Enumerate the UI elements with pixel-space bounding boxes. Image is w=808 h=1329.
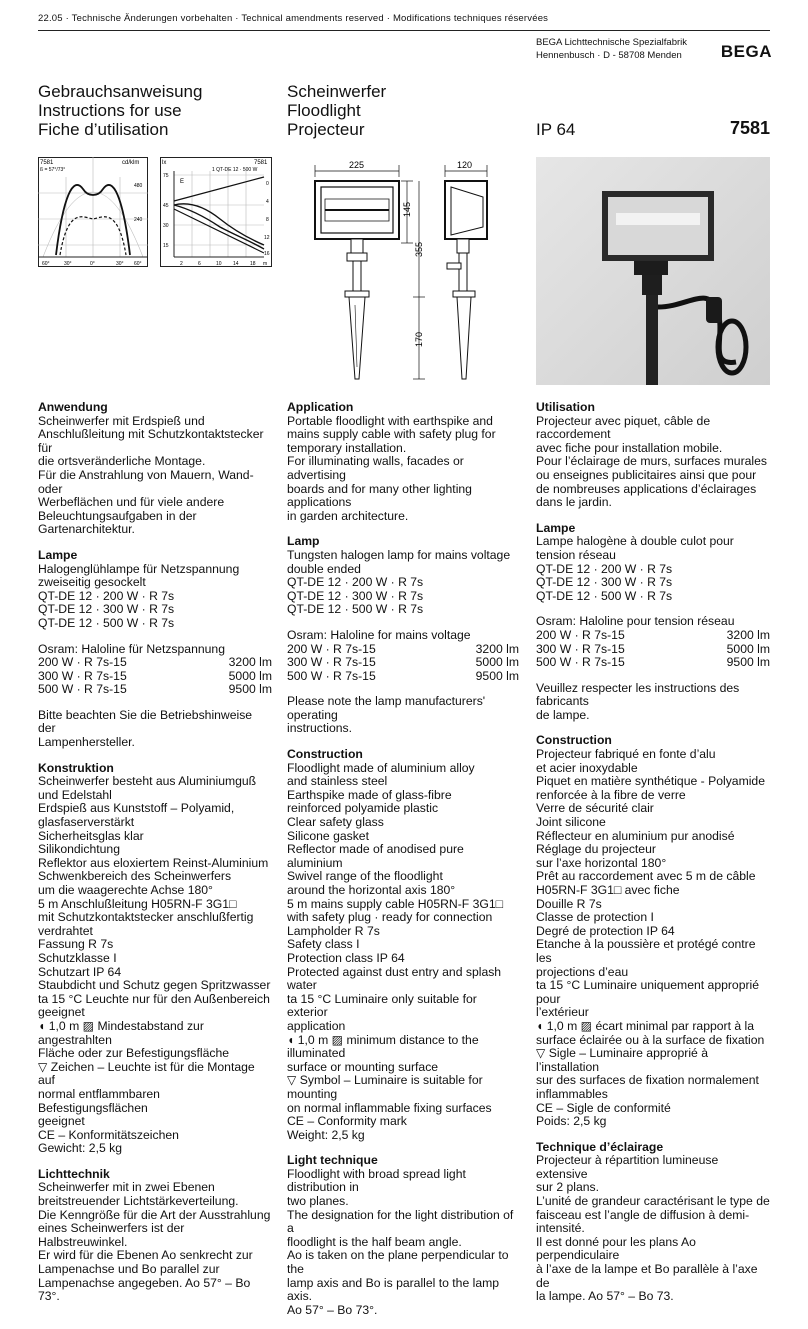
column-english [287, 401, 519, 1329]
text-section [38, 401, 272, 537]
section-heading: Anwendung [38, 400, 108, 414]
dim-spike: 170 [414, 331, 424, 347]
text-line: on normal inflammable fixing surfaces [287, 1100, 492, 1115]
text-section [38, 709, 272, 750]
text-line: Weight: 2,5 kg [287, 1127, 365, 1142]
text-line: Anschlußleitung mit Schutzkontaktstecker für [38, 427, 264, 455]
lamp-row [287, 656, 519, 670]
text-line: CE – Conformity mark [287, 1114, 407, 1129]
text-line: Joint silicone [536, 815, 606, 830]
lux-model: 7581 [254, 160, 268, 166]
model-number: 7581 [729, 118, 770, 138]
lux-tick-r: 12 [264, 235, 270, 241]
section-heading: Lichttechnik [38, 1166, 110, 1181]
text-line: de lampe. [536, 707, 590, 722]
text-line: Fassung R 7s [38, 937, 114, 952]
text-section [536, 615, 770, 669]
lamp-row [287, 643, 519, 657]
text-line: sur l’axe horizontal 180° [536, 855, 667, 870]
lamp-type: 300 W · R 7s-15 [38, 668, 127, 683]
text-line: ◖ 1,0 m ▨ écart minimal par rapport à la [536, 1018, 755, 1033]
lamp-row [38, 683, 272, 697]
text-line: boards and for many other lighting applications [287, 481, 472, 510]
text-line: Tungsten halogen lamp for mains voltage [287, 547, 511, 562]
text-line: Verre de sécurité clair [536, 801, 654, 816]
text-line: Réflecteur en aluminium pur anodisé [536, 828, 735, 843]
polar-tick-y: 240 [134, 217, 143, 223]
lamp-type: 200 W · R 7s-15 [287, 641, 376, 656]
column-french [536, 401, 770, 1316]
text-line: glasfaserverstärkt [38, 815, 135, 830]
product-title [287, 82, 386, 139]
text-line: Reflector made of anodised pure aluminium [287, 842, 464, 870]
text-line: H05RN-F 3G1□ avec fiche [536, 883, 680, 897]
polar-tick-x: 60° [42, 261, 50, 267]
text-line: intensité. [536, 1221, 585, 1236]
section-heading: Construction [536, 733, 612, 748]
ip-rating: IP 64 [536, 120, 576, 139]
text-line: Schutzart IP 64 [38, 964, 122, 979]
text-line: Il est donné pour les plans Ao perpendiculaire [536, 1234, 696, 1263]
polar-model: 7581 [40, 160, 54, 166]
text-line: Osram: Haloline pour tension réseau [536, 614, 735, 629]
text-line: QT-DE 12 · 300 W · R 7s [287, 588, 424, 603]
text-line: instructions. [287, 721, 353, 736]
text-section [38, 1168, 272, 1304]
text-line: QT-DE 12 · 500 W · R 7s [38, 615, 175, 630]
text-section [287, 695, 519, 736]
text-line: Halogenglühlampe für Netzspannung [38, 561, 240, 576]
lamp-lumen: 3200 lm [475, 641, 519, 656]
text-line: Clear safety glass [287, 815, 384, 830]
header-rule [38, 30, 770, 31]
polar-unit: cd/klm [122, 160, 140, 166]
text-line: For illuminating walls, facades or advertising [287, 454, 464, 482]
text-line: Floodlight with broad spread light distribution in [287, 1166, 466, 1195]
text-line: um die waagerechte Achse 180° [38, 883, 213, 897]
text-line: Sicherheitsglas klar [38, 828, 144, 843]
text-line: Die Kenngröße für die Art der Ausstrahlung [38, 1207, 271, 1222]
text-line: Projecteur avec piquet, câble de raccordement [536, 413, 711, 442]
company-name: BEGA Lichttechnische Spezialfabrik [536, 37, 688, 48]
text-line: application [287, 1018, 346, 1033]
text-line: QT-DE 12 · 200 W · R 7s [536, 561, 673, 576]
text-line: Lampenhersteller. [38, 735, 135, 750]
text-line: lamp axis and Bo is parallel to the lamp axis. [287, 1275, 500, 1304]
text-line: Ao is taken on the plane perpendicular to the [287, 1248, 509, 1277]
text-line: geeignet [38, 1005, 85, 1020]
text-line: floodlight is the half beam angle. [287, 1234, 462, 1249]
section-heading: Application [287, 400, 354, 414]
text-line: zweiseitig gesockelt [38, 575, 146, 590]
text-line: Please note the lamp manufacturers' operating [287, 694, 486, 722]
text-line: de nombreuses applications d’éclairages [536, 481, 757, 496]
text-line: Réglage du projecteur [536, 842, 656, 857]
lux-tick-r: 16 [264, 251, 270, 257]
section-heading: Lamp [287, 534, 320, 549]
text-line: Classe de protection I [536, 910, 654, 925]
text-line: Scheinwerfer mit Erdspieß und [38, 413, 205, 428]
text-section [536, 1141, 770, 1304]
polar-tick-x: 30° [64, 261, 72, 267]
text-line: Fläche oder zur Befestigungsfläche [38, 1046, 230, 1061]
text-line: Projecteur fabriqué en fonte d’alu [536, 747, 716, 762]
text-line: QT-DE 12 · 200 W · R 7s [38, 588, 175, 603]
text-line: breitstreuender Lichtstärkeverteilung. [38, 1194, 239, 1209]
section-heading: Lampe [38, 547, 78, 562]
text-line: inflammables [536, 1086, 608, 1101]
lamp-type: 200 W · R 7s-15 [536, 627, 625, 642]
text-line: mit Schutzkontaktstecker anschlußfertig [38, 910, 254, 925]
text-line: Für die Anstrahlung von Mauern, Wand- oder [38, 467, 254, 496]
illuminance-diagram [160, 157, 272, 267]
lamp-type: 500 W · R 7s-15 [536, 655, 625, 670]
text-line: The designation for the light distribution of a [287, 1207, 514, 1236]
text-line: und Edelstahl [38, 787, 112, 802]
text-line: ta 15 °C Luminaire only suitable for exterior [287, 991, 477, 1020]
text-line: ▽ Sigle – Luminaire approprié à l’installation [536, 1046, 708, 1074]
text-line: surface or mounting surface [287, 1059, 439, 1074]
text-line: Scheinwerfer besteht aus Aluminiumguß [38, 774, 257, 789]
text-line: Poids: 2,5 kg [536, 1114, 607, 1129]
text-line: Degré de protection IP 64 [536, 923, 675, 938]
text-line: la lampe. Ao 57° – Bo 73. [536, 1289, 674, 1304]
lux-tick-y: 75 [163, 173, 169, 179]
lux-tick-y: 45 [163, 203, 169, 209]
text-line: QT-DE 12 · 500 W · R 7s [287, 602, 424, 617]
text-line: ◖ 1,0 m ▨ minimum distance to the illuminated [287, 1032, 479, 1061]
text-line: ta 15 °C Leuchte nur für den Außenbereich [38, 991, 270, 1006]
text-line: QT-DE 12 · 500 W · R 7s [536, 588, 673, 603]
lamp-row [536, 643, 770, 657]
text-line: Lampholder R 7s [287, 923, 380, 938]
text-line: with safety plug · ready for connection [287, 910, 493, 925]
lamp-lumen: 5000 lm [475, 655, 519, 670]
title-de: Gebrauchsanweisung [38, 82, 203, 101]
text-line: Lampenachse und Bo parallel zur [38, 1262, 220, 1277]
lux-tick-x: 6 [198, 261, 201, 267]
lamp-row [287, 670, 519, 684]
text-line: Er wird für die Ebenen Ao senkrecht zur [38, 1248, 253, 1263]
text-line: Lampenachse angegeben. Ao 57° – Bo 73°. [38, 1275, 251, 1304]
text-line: Gewicht: 2,5 kg [38, 1141, 122, 1156]
text-line: and stainless steel [287, 774, 388, 789]
dim-head: 145 [402, 201, 412, 217]
text-line: Silicone gasket [287, 828, 369, 843]
lux-e-label: E [180, 179, 185, 185]
text-section [287, 1154, 519, 1317]
text-section [287, 401, 519, 523]
text-line: l’extérieur [536, 1005, 589, 1020]
text-line: Earthspike made of glass-fibre [287, 787, 452, 802]
text-line: CE – Sigle de conformité [536, 1100, 671, 1115]
text-section [536, 401, 770, 510]
dim-depth: 120 [457, 160, 473, 170]
lamp-row [536, 656, 770, 670]
text-line: et acier inoxydable [536, 760, 638, 775]
brand-logo: BEGA [720, 42, 772, 61]
text-line: Ao 57° – Bo 73°. [287, 1302, 378, 1317]
product-photo [536, 157, 770, 385]
lamp-lumen: 9500 lm [726, 655, 770, 670]
text-line: Etanche à la poussière et protégé contre les [536, 937, 756, 965]
lux-tick-r: 4 [266, 199, 269, 205]
text-line: Piquet en matière synthétique - Polyamide [536, 774, 765, 789]
lamp-row [38, 670, 272, 684]
text-line: Beleuchtungsaufgaben in der [38, 508, 197, 523]
column-german [38, 401, 272, 1316]
text-line: eines Scheinwerfers ist der Halbstreuwinkel. [38, 1221, 185, 1249]
text-line: mains supply cable with safety plug for [287, 427, 496, 442]
section-heading: Lampe [536, 520, 576, 535]
text-line: reinforced polyamide plastic [287, 801, 439, 816]
text-line: sur 2 plans. [536, 1180, 600, 1195]
text-line: L’unité de grandeur caractérisant le type de [536, 1194, 770, 1209]
lux-unit: lx [162, 160, 167, 166]
text-section [38, 643, 272, 697]
text-line: Douille R 7s [536, 896, 602, 911]
product-en: Floodlight [287, 101, 361, 120]
text-line: QT-DE 12 · 300 W · R 7s [38, 602, 175, 617]
text-line: tension réseau [536, 547, 616, 562]
text-line: faisceau est l’angle de diffusion à demi- [536, 1207, 750, 1222]
text-line: ▽ Symbol – Luminaire is suitable for mounting [287, 1073, 483, 1101]
text-line: QT-DE 12 · 300 W · R 7s [536, 575, 673, 590]
text-line: Schutzklasse I [38, 950, 117, 965]
text-line: ou enseignes publicitaires ainsi que pour [536, 467, 757, 482]
text-line: Projecteur à répartition lumineuse extensive [536, 1153, 719, 1181]
text-line: Floodlight made of aluminium alloy [287, 760, 475, 775]
text-section [38, 549, 272, 631]
text-line: verdrahtet [38, 923, 93, 938]
text-line: Osram: Haloline for mains voltage [287, 627, 471, 642]
revision-note: 22.05 · Technische Änderungen vorbehalten · Technical amendments reserved · Modifications techniques réservées [38, 13, 549, 24]
text-line: Veuillez respecter les instructions des fabricants [536, 680, 740, 709]
polar-tick-y: 480 [134, 183, 143, 189]
text-line: temporary installation. [287, 440, 407, 455]
text-line: Swivel range of the floodlight [287, 869, 443, 884]
section-heading: Construction [287, 747, 363, 762]
polar-tick-x: 60° [134, 261, 142, 267]
text-line: Erdspieß aus Kunststoff – Polyamid, [38, 801, 235, 816]
title-en: Instructions for use [38, 101, 182, 120]
text-line: Werbeflächen und für viele andere [38, 495, 225, 510]
text-line: projections d’eau [536, 964, 629, 979]
text-line: ◖ 1,0 m ▨ Mindestabstand zur angestrahlten [38, 1018, 204, 1047]
text-line: Portable floodlight with earthspike and [287, 413, 493, 428]
text-line: renforcée à la fibre de verre [536, 787, 686, 802]
technical-drawing [287, 157, 517, 385]
polar-tick-x: 30° [116, 261, 124, 267]
lux-tick-x: m [263, 261, 268, 267]
text-line: Gartenarchitektur. [38, 522, 135, 537]
product-fr: Projecteur [287, 120, 365, 139]
text-line: in garden architecture. [287, 508, 409, 523]
text-line: CE – Konformitätszeichen [38, 1127, 179, 1142]
lux-tick-r: 8 [266, 217, 269, 223]
section-heading: Utilisation [536, 400, 595, 414]
text-section [287, 535, 519, 617]
text-line: Staubdicht und Schutz gegen Spritzwasser [38, 978, 271, 993]
lamp-type: 300 W · R 7s-15 [287, 655, 376, 670]
text-line: ▽ Zeichen – Leuchte ist für die Montage auf [38, 1059, 255, 1088]
text-line: die ortsveränderliche Montage. [38, 454, 206, 469]
lamp-type: 200 W · R 7s-15 [38, 655, 127, 670]
text-section [287, 748, 519, 1142]
text-line: 5 m Anschlußleitung H05RN-F 3G1□ [38, 896, 237, 911]
title-fr: Fiche d’utilisation [38, 120, 169, 139]
section-heading: Technique d’éclairage [536, 1139, 664, 1154]
lux-lamp: 1 QT-DE 12 · 500 W [212, 167, 258, 173]
dim-width: 225 [349, 160, 365, 170]
text-line: Scheinwerfer mit in zwei Ebenen [38, 1180, 215, 1195]
lamp-lumen: 9500 lm [475, 668, 519, 683]
lux-tick-x: 10 [216, 261, 222, 267]
lamp-type: 300 W · R 7s-15 [536, 641, 625, 656]
lux-tick-x: 18 [250, 261, 256, 267]
section-heading: Konstruktion [38, 760, 114, 775]
text-line: Pour l’éclairage de murs, surfaces murales [536, 454, 767, 469]
text-line: avec fiche pour installation mobile. [536, 440, 723, 455]
text-line: QT-DE 12 · 200 W · R 7s [287, 575, 424, 590]
text-section [287, 629, 519, 683]
lux-tick-y: 30 [163, 223, 169, 229]
lux-tick-r: 0 [266, 181, 269, 187]
lamp-type: 500 W · R 7s-15 [38, 682, 127, 697]
lamp-row [536, 629, 770, 643]
text-line: Lampe halogène à double culot pour [536, 534, 734, 549]
polar-light-distribution-diagram [38, 157, 148, 267]
text-line: Osram: Haloline für Netzspannung [38, 641, 225, 656]
product-de: Scheinwerfer [287, 82, 387, 101]
text-line: Protected against dust entry and splash water [287, 964, 502, 993]
text-line: normal entflammbaren Befestigungsflächen [38, 1086, 160, 1115]
lux-tick-y: 15 [163, 243, 169, 249]
text-line: à l’axe de la lampe et Bo parallèle à l’axe de [536, 1262, 758, 1290]
text-section [536, 734, 770, 1128]
text-line: Schwenkbereich des Scheinwerfers [38, 869, 232, 884]
polar-tick-x: 0° [90, 261, 95, 267]
company-location: Hennenbusch · D - 58708 Menden [536, 50, 682, 61]
polar-beam: ß = 57°/73° [40, 167, 66, 173]
floodlight-photo-icon [536, 157, 770, 385]
lamp-lumen: 5000 lm [228, 668, 272, 683]
lux-tick-x: 14 [233, 261, 239, 267]
text-section [536, 522, 770, 604]
text-line: 5 m mains supply cable H05RN-F 3G1□ [287, 896, 503, 911]
dim-total: 355 [414, 241, 424, 257]
lamp-row [38, 656, 272, 670]
text-line: surface éclairée ou à la surface de fixation [536, 1032, 765, 1047]
text-line: around the horizontal axis 180° [287, 883, 456, 897]
section-heading: Light technique [287, 1153, 378, 1168]
text-section [536, 682, 770, 723]
document-title [38, 82, 202, 139]
text-section [38, 762, 272, 1156]
lamp-lumen: 5000 lm [726, 641, 770, 656]
company-address [536, 36, 687, 62]
text-line: ta 15 °C Luminaire uniquement approprié pour [536, 978, 760, 1006]
text-line: Prêt au raccordement avec 5 m de câble [536, 869, 756, 884]
text-line: Safety class I [287, 937, 360, 952]
text-line: sur des surfaces de fixation normalement [536, 1073, 759, 1088]
lux-tick-x: 2 [180, 261, 183, 267]
lamp-type: 500 W · R 7s-15 [287, 668, 376, 683]
text-line: Bitte beachten Sie die Betriebshinweise der [38, 707, 253, 736]
text-line: dans le jardin. [536, 495, 612, 510]
text-line: Reflektor aus eloxiertem Reinst-Aluminium [38, 855, 269, 870]
text-line: Silikondichtung [38, 842, 120, 857]
text-line: Protection class IP 64 [287, 950, 405, 965]
text-line: geeignet [38, 1114, 85, 1129]
text-line: two planes. [287, 1194, 349, 1209]
lamp-lumen: 9500 lm [228, 682, 272, 697]
lamp-lumen: 3200 lm [726, 627, 770, 642]
lamp-lumen: 3200 lm [228, 655, 272, 670]
text-line: double ended [287, 561, 361, 576]
